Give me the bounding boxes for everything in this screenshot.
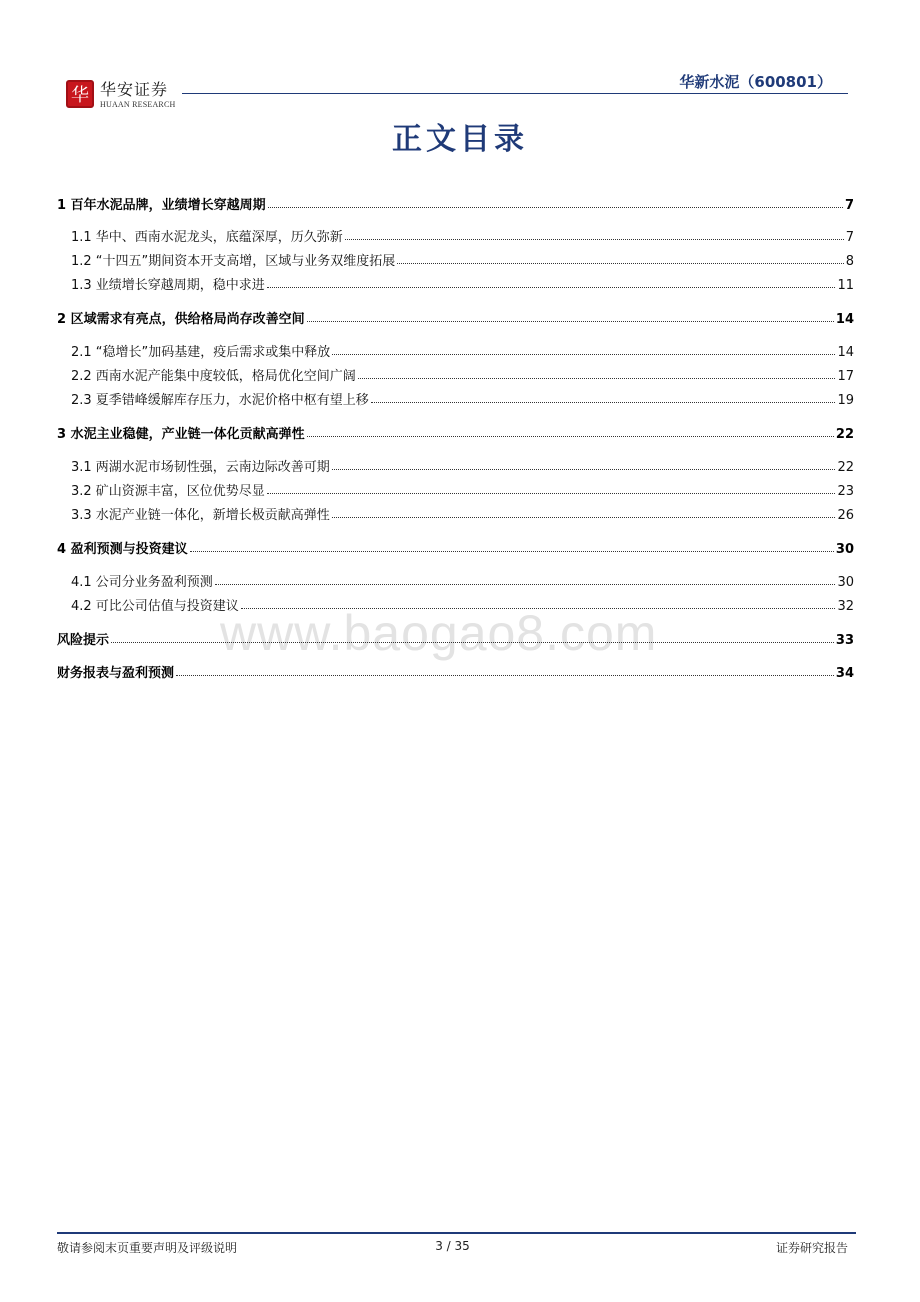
toc-entry-page: 22 xyxy=(837,460,854,475)
toc-entry[interactable] xyxy=(57,483,854,501)
toc-entry-label: 1 百年水泥品牌，业绩增长穿越周期 xyxy=(57,198,266,213)
toc-leader-dots xyxy=(215,584,836,585)
toc-entry[interactable] xyxy=(57,277,854,295)
toc-leader-dots xyxy=(332,354,835,355)
header-divider xyxy=(182,93,848,94)
toc-entry-page: 19 xyxy=(837,393,854,408)
page-number: 3 / 35 xyxy=(435,1239,470,1253)
toc-leader-dots xyxy=(267,287,836,288)
toc-entry-label: 3.1 两湖水泥市场韧性强，云南边际改善可期 xyxy=(71,460,330,475)
toc-entry-label: 4.1 公司分业务盈利预测 xyxy=(71,575,213,590)
toc-entry[interactable] xyxy=(57,632,854,650)
stock-title: 华新水泥（600801） xyxy=(679,73,832,91)
toc-entry-label: 2.2 西南水泥产能集中度较低，格局优化空间广阔 xyxy=(71,369,356,384)
toc-entry[interactable] xyxy=(57,507,854,525)
toc-entry[interactable] xyxy=(57,368,854,386)
toc-leader-dots xyxy=(371,402,836,403)
logo-cn: 华安证券 xyxy=(100,80,169,99)
toc-entry-page: 30 xyxy=(835,542,854,557)
toc-entry-label: 风险提示 xyxy=(57,633,110,648)
toc-leader-dots xyxy=(267,493,836,494)
toc-leader-dots xyxy=(345,239,844,240)
toc-leader-dots xyxy=(397,263,843,264)
toc-entry-page: 32 xyxy=(837,599,854,614)
footer-divider xyxy=(57,1232,856,1234)
toc-entry-page: 14 xyxy=(837,345,854,360)
toc-entry-label: 3.3 水泥产业链一体化，新增长极贡献高弹性 xyxy=(71,508,330,523)
toc-entry[interactable] xyxy=(57,197,854,215)
toc-entry-label: 2.1 “稳增长”加码基建，疫后需求或集中释放 xyxy=(71,345,331,360)
footer-report-type: 证券研究报告 xyxy=(775,1241,848,1255)
toc-leader-dots xyxy=(332,517,836,518)
toc-entry[interactable] xyxy=(57,426,854,444)
toc-leader-dots xyxy=(176,675,834,676)
toc-entry-page: 26 xyxy=(837,508,854,523)
toc-entry-label: 3.2 矿山资源丰富，区位优势尽显 xyxy=(71,484,265,499)
toc-entry-label: 1.3 业绩增长穿越周期，稳中求进 xyxy=(71,278,265,293)
toc-leader-dots xyxy=(358,378,836,379)
watermark: www.baogao8.com xyxy=(220,605,658,661)
toc-leader-dots xyxy=(307,321,834,322)
toc-leader-dots xyxy=(268,207,843,208)
logo-seal-icon: 华 xyxy=(66,80,94,108)
toc-entry-label: 2 区域需求有亮点，供给格局尚存改善空间 xyxy=(57,312,305,327)
toc-entry-page: 30 xyxy=(837,575,854,590)
toc-entry-label: 1.2 “十四五”期间资本开支高增，区域与业务双维度拓展 xyxy=(71,254,396,269)
toc-leader-dots xyxy=(241,608,836,609)
toc-entry-page: 23 xyxy=(837,484,854,499)
toc-entry[interactable] xyxy=(57,574,854,592)
toc-entry-label: 2.3 夏季错峰缓解库存压力，水泥价格中枢有望上移 xyxy=(71,393,369,408)
toc-entry-page: 7 xyxy=(844,198,854,213)
logo-en: HUAAN RESEARCH xyxy=(100,100,176,109)
page-title: 正文目录 xyxy=(392,122,528,157)
toc-entry-page: 11 xyxy=(837,278,854,293)
logo-text xyxy=(100,80,175,110)
toc-entry-page: 14 xyxy=(835,312,854,327)
toc-entry-page: 22 xyxy=(835,427,854,442)
toc-entry-page: 7 xyxy=(845,230,854,245)
toc-entry-page: 33 xyxy=(835,633,854,648)
toc-entry-page: 17 xyxy=(837,369,854,384)
toc-entry-page: 34 xyxy=(835,666,854,681)
toc-entry-label: 财务报表与盈利预测 xyxy=(57,666,175,681)
toc-entry[interactable] xyxy=(57,311,854,329)
toc-leader-dots xyxy=(332,469,836,470)
toc-entry-label: 4 盈利预测与投资建议 xyxy=(57,542,188,557)
toc-entry[interactable] xyxy=(57,541,854,559)
header-logo xyxy=(66,80,175,110)
toc-entry[interactable] xyxy=(57,344,854,362)
toc-entry-page: 8 xyxy=(845,254,854,269)
toc-entry[interactable] xyxy=(57,459,854,477)
toc-leader-dots xyxy=(111,642,834,643)
footer-disclaimer: 敬请参阅末页重要声明及评级说明 xyxy=(57,1241,238,1255)
toc-entry-label: 4.2 可比公司估值与投资建议 xyxy=(71,599,239,614)
toc-leader-dots xyxy=(307,436,834,437)
toc-entry[interactable] xyxy=(57,229,854,247)
toc-entry[interactable] xyxy=(57,392,854,410)
toc-leader-dots xyxy=(190,551,834,552)
toc-entry[interactable] xyxy=(57,665,854,683)
toc-entry-label: 1.1 华中、西南水泥龙头，底蕴深厚，历久弥新 xyxy=(71,230,343,245)
toc-entry[interactable] xyxy=(57,598,854,616)
toc-entry[interactable] xyxy=(57,253,854,271)
toc-entry-label: 3 水泥主业稳健，产业链一体化贡献高弹性 xyxy=(57,427,305,442)
